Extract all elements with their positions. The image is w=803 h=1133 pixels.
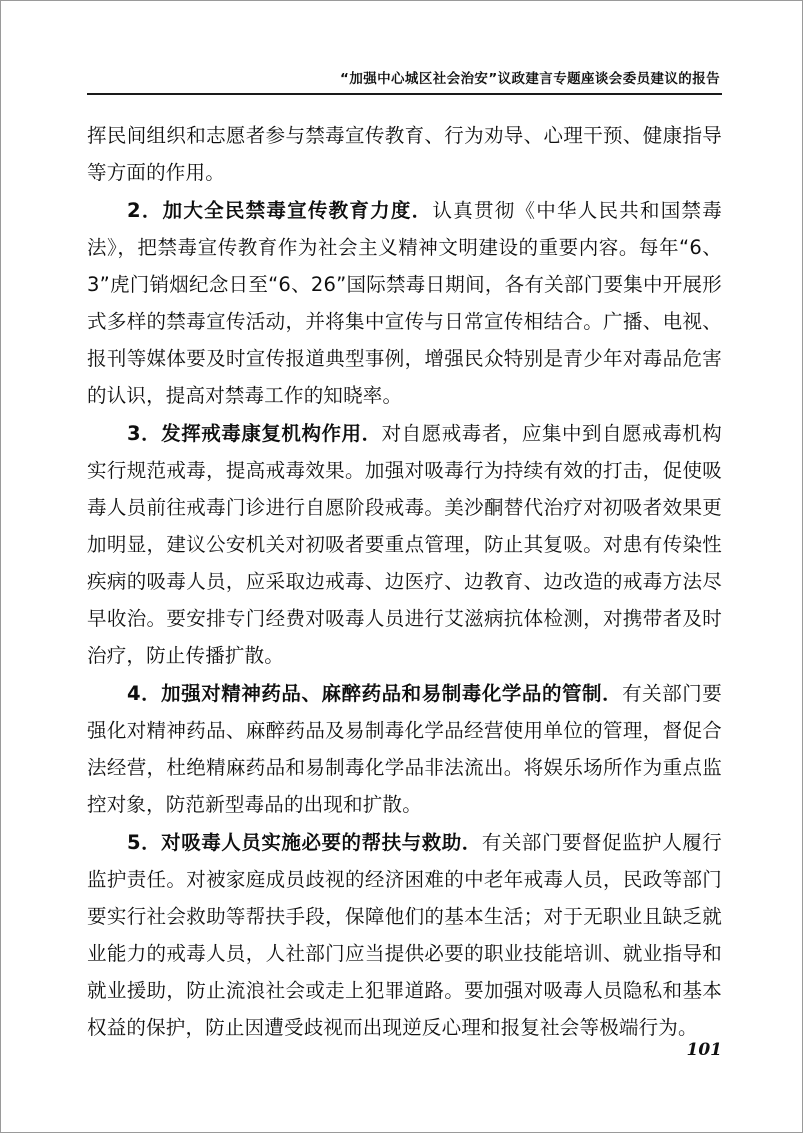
paragraph [87,415,722,674]
paragraph-text: 挥民间组织和志愿者参与禁毒宣传教育、行为劝导、心理干预、健康指导等方面的作用。 [87,124,722,184]
paragraph-lead: 3．发挥戒毒康复机构作用． [127,422,382,445]
header-divider [87,93,722,95]
page-content [87,67,722,1047]
paragraph [87,192,722,414]
body-text [87,117,722,1046]
paragraph [87,824,722,1046]
paragraph [87,117,722,191]
running-head: “加强中心城区社会治安”议政建言专题座谈会委员建议的报告 [340,71,720,87]
paragraph-text: 认真贯彻《中华人民共和国禁毒法》，把禁毒宣传教育作为社会主义精神文明建设的重要内容。每年“6、3”虎门销烟纪念日至“6、26”国际禁毒日期间，各有关部门要集中开展形式多样的禁毒宣传活动，并将集中宣传与日常宣传相结合。广播、电视、报刊等媒体要及时宣传报道典型事例，增强民众特别是青少年对毒品危害的认识，提高对禁毒工作的知晓率。 [87,199,722,407]
page-number: 101 [686,1040,722,1060]
paragraph-text: 有关部门要强化对精神药品、麻醉药品及易制毒化学品经营使用单位的管理，督促合法经营，杜绝精麻药品和易制毒化学品非法流出。将娱乐场所作为重点监控对象，防范新型毒品的出现和扩散。 [87,682,722,816]
paragraph-lead: 4．加强对精神药品、麻醉药品和易制毒化学品的管制． [127,682,623,705]
paragraph-lead: 2．加大全民禁毒宣传教育力度． [127,199,433,222]
paragraph-text: 对自愿戒毒者，应集中到自愿戒毒机构实行规范戒毒，提高戒毒效果。加强对吸毒行为持续有效的打击，促使吸毒人员前往戒毒门诊进行自愿阶段戒毒。美沙酮替代治疗对初吸者效果更加明显，建议公安机关对初吸者要重点管理，防止其复吸。对患有传染性疾病的吸毒人员，应采取边戒毒、边医疗、边教育、边改造的戒毒方法尽早收治。要安排专门经费对吸毒人员进行艾滋病抗体检测，对携带者及时治疗，防止传播扩散。 [87,422,722,667]
paragraph-text: 有关部门要督促监护人履行监护责任。对被家庭成员歧视的经济困难的中老年戒毒人员，民政等部门要实行社会救助等帮扶手段，保障他们的基本生活；对于无职业且缺乏就业能力的戒毒人员，人社部门应当提供必要的职业技能培训、就业指导和就业援助，防止流浪社会或走上犯罪道路。要加强对吸毒人员隐私和基本权益的保护，防止因遭受歧视而出现逆反心理和报复社会等极端行为。 [87,831,722,1039]
paragraph [87,675,722,823]
paragraph-lead: 5．对吸毒人员实施必要的帮扶与救助． [127,831,482,854]
